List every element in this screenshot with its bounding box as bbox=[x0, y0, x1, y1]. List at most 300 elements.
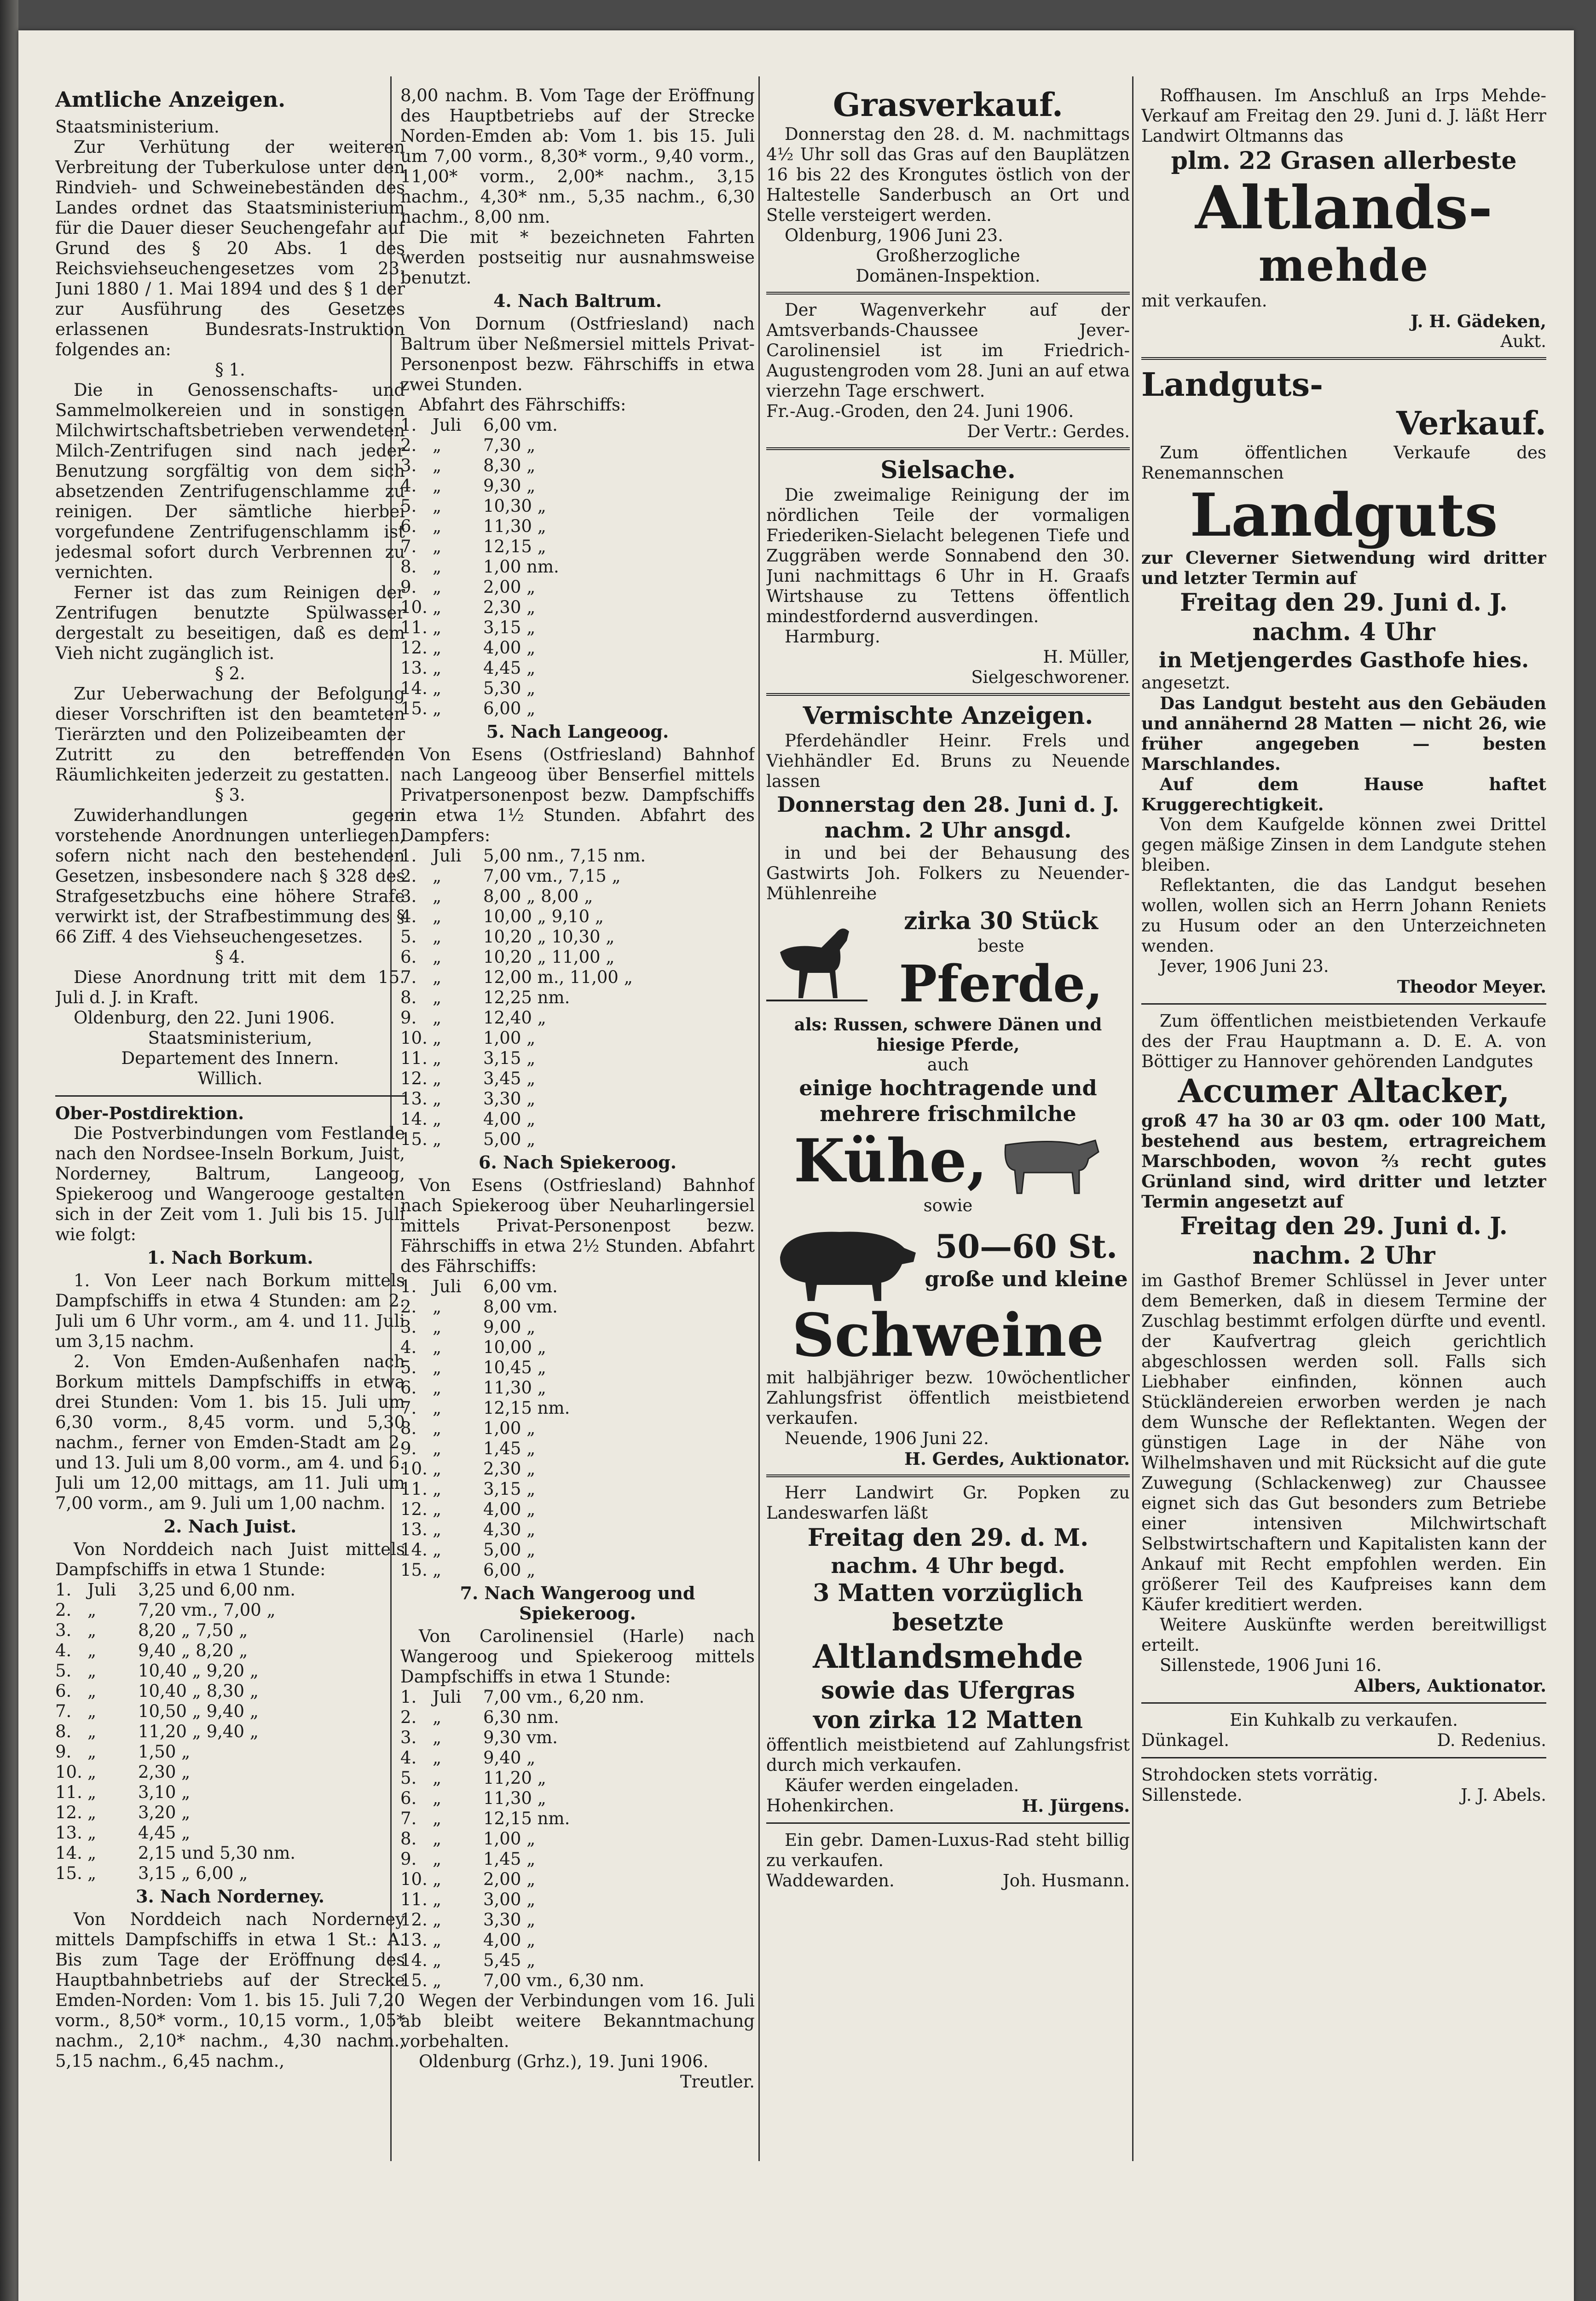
schedule-cell: 2,30 „ bbox=[483, 1459, 536, 1479]
schedule-cell: 7,20 vm., 7,00 „ bbox=[138, 1600, 276, 1620]
schedule-cell: „ bbox=[87, 1803, 97, 1822]
schedule-cell: 3,30 „ bbox=[483, 1910, 536, 1930]
schedule-cell: 1. bbox=[55, 1580, 72, 1600]
horse-ad bbox=[766, 907, 1130, 1012]
schedule-cell: 10. bbox=[400, 1028, 428, 1048]
paragraph: Abfahrt des Fährschiffs: bbox=[419, 395, 626, 415]
schedule-cell: 4. bbox=[400, 476, 417, 496]
schedule-langeoog bbox=[400, 846, 755, 1150]
schedule-cell: „ bbox=[433, 537, 442, 556]
schedule-cell: 1. bbox=[400, 415, 417, 435]
signature: Albers, Auktionator. bbox=[1354, 1676, 1546, 1696]
schedule-cell: 5,45 „ bbox=[483, 1950, 536, 1970]
schedule-cell: 6,00 vm. bbox=[483, 415, 558, 435]
schedule-cell: Juli bbox=[433, 1277, 462, 1296]
column-official-notices bbox=[55, 86, 405, 2071]
schedule-cell: 3,15 „ bbox=[483, 618, 536, 637]
schedule-cell: „ bbox=[433, 1809, 442, 1828]
schedule-cell: 6. bbox=[400, 1378, 417, 1398]
schedule-cell: „ bbox=[433, 557, 442, 577]
date-line: Oldenburg, 1906 Juni 23. bbox=[785, 225, 1003, 245]
schedule-cell: 4,45 „ bbox=[138, 1823, 191, 1843]
divider bbox=[1141, 357, 1546, 360]
schedule-cell: „ bbox=[87, 1701, 97, 1721]
schedule-cell: 2. bbox=[400, 435, 417, 455]
schedule-cell: 5,00 „ bbox=[483, 1540, 536, 1560]
schedule-cell: Juli bbox=[87, 1580, 116, 1600]
schedule-cell: 1,00 „ bbox=[483, 1028, 536, 1048]
schedule-cell: 8,00 vm. bbox=[483, 1297, 558, 1317]
schedule-cell: 6,30 nm. bbox=[483, 1707, 559, 1727]
paragraph: groß 47 ha 30 ar 03 qm. oder 100 Matt, bestehend aus bestem, ertragreichem Marschboden, wovon ⅔ recht gutes Grünland sind, wird dritter und letzter Termin angesetzt auf bbox=[1141, 1110, 1546, 1212]
schedule-cell: 8. bbox=[400, 988, 417, 1007]
schedule-cell: „ bbox=[433, 1008, 442, 1028]
paragraph: Zum öffentlichen Verkaufe des Renemannschen bbox=[1141, 443, 1546, 483]
schedule-cell: 12,15 nm. bbox=[483, 1398, 570, 1418]
schedule-cell: 3,25 und 6,00 nm. bbox=[138, 1580, 296, 1600]
schedule-cell: 4,00 „ bbox=[483, 638, 536, 658]
paragraph: Die Postverbindungen vom Festlande nach den Nordsee-Inseln Borkum, Juist, Norderney, Baltrum, Langeoog, Spiekeroog und Wangerooge gestalten sich in der Zeit vom 1. Juli bis 15. Juli wie folgt: bbox=[55, 1123, 405, 1244]
paragraph: 8,00 nachm. B. Vom Tage der Eröffnung des Hauptbetriebs auf der Strecke Norden-Emden ab: Vom 1. bis 15. Juli um 7,00 vorm., 8,30* vorm., 9,40 vorm., 11,00* vorm., 2,00* nachm., 3,15 nachm., 4,30* nm., 5,35 nachm., 6,30 nachm., 8,00 nm. bbox=[400, 86, 755, 227]
schedule-wangerooge bbox=[400, 1687, 755, 1991]
schedule-cell: „ bbox=[433, 1378, 442, 1398]
schedule-cell: 1,00 „ bbox=[483, 1418, 536, 1438]
schedule-cell: „ bbox=[433, 456, 442, 475]
schedule-cell: „ bbox=[433, 1089, 442, 1109]
schedule-cell: 3,10 „ bbox=[138, 1782, 191, 1802]
schedule-cell: 5. bbox=[55, 1661, 72, 1681]
schedule-cell: „ bbox=[87, 1641, 97, 1660]
landguts-headline: Landguts bbox=[1190, 481, 1498, 550]
schedule-cell: 10,45 „ bbox=[483, 1358, 546, 1377]
schedule-cell: 8,20 „ 7,50 „ bbox=[138, 1620, 248, 1640]
signature: Sielgeschworener. bbox=[971, 667, 1130, 687]
paragraph: Pferdehändler Heinr. Frels und Viehhändler Ed. Bruns zu Neuende lassen bbox=[766, 731, 1130, 791]
schedule-cell: 9,00 „ bbox=[483, 1317, 536, 1337]
schedule-cell: „ bbox=[433, 907, 442, 926]
schedule-cell: 1. bbox=[400, 846, 417, 866]
accumer-headline: Accumer Altacker, bbox=[1178, 1072, 1510, 1110]
schedule-cell: „ bbox=[433, 1048, 442, 1068]
place: Waddewarden. bbox=[766, 1871, 895, 1891]
paragraph: als: Russen, schwere Dänen und hiesige Pferde, bbox=[794, 1014, 1102, 1055]
offer-line: sowie das Ufergras bbox=[821, 1677, 1076, 1705]
paragraph: Von Esens (Ostfriesland) Bahnhof nach Spiekeroog über Neuharlingersiel mittels Privat-Personenpost bezw. Fährschiffs in etwa 2½ Stunden. Abfahrt des Fährschiffs: bbox=[400, 1175, 755, 1276]
paragraph: Donnerstag den 28. d. M. nachmittags 4½ Uhr soll das Gras auf den Bauplätzen 16 bis 22 des Krongutes östlich von der Haltestelle Sanderbusch an Ort und Stelle versteigert werden. bbox=[766, 124, 1130, 225]
divider bbox=[55, 1095, 405, 1097]
place: Hohenkirchen. bbox=[766, 1796, 895, 1815]
offer-line: von zirka 12 Matten bbox=[813, 1706, 1083, 1734]
paragraph: öffentlich meistbietend auf Zahlungsfrist durch mich verkaufen. bbox=[766, 1735, 1130, 1775]
schedule-cell: 10,50 „ 9,40 „ bbox=[138, 1701, 259, 1721]
subheading: 5. Nach Langeoog. bbox=[486, 721, 669, 742]
signature: H. Müller, bbox=[1043, 647, 1130, 667]
label-sowie: sowie bbox=[923, 1196, 973, 1215]
schedule-cell: 11,30 „ bbox=[483, 516, 546, 536]
paragraph: Von Norddeich nach Norderney mittels Dampfschiffs in etwa 1 St.: A. Bis zum Tage der Eröffnung des Hauptbahnbetriebs auf der Strecke Emden-Norden: Vom 1. bis 15. Juli 7,20 vorm., 8,50* vorm., 10,15 vorm., 1,05* nachm., 2,10* nachm., 4,30 nachm., 5,15 nachm., 6,45 nachm., bbox=[55, 1909, 405, 2071]
schedule-cell: „ bbox=[433, 866, 442, 886]
schedule-cell: 4,45 „ bbox=[483, 658, 536, 678]
schedule-cell: 7. bbox=[400, 1398, 417, 1418]
column-estate-ads bbox=[1141, 86, 1546, 1805]
schedule-cell: „ bbox=[433, 435, 442, 455]
schedule-cell: 10,00 „ 9,10 „ bbox=[483, 907, 604, 926]
schedule-cell: 3,15 „ bbox=[483, 1479, 536, 1499]
schedule-cell: 3,30 „ bbox=[483, 1089, 536, 1109]
schedule-cell: „ bbox=[433, 1520, 442, 1539]
schedule-cell: 3,20 „ bbox=[138, 1803, 191, 1822]
schedule-cell: 9,40 „ bbox=[483, 1748, 536, 1768]
paragraph: mit verkaufen. bbox=[1141, 291, 1267, 311]
cow-ad bbox=[766, 1127, 1130, 1196]
schedule-cell: „ bbox=[433, 1459, 442, 1479]
schedule-cell: „ bbox=[433, 1129, 442, 1149]
schedule-cell: „ bbox=[433, 1788, 442, 1808]
schedule-cell: „ bbox=[87, 1722, 97, 1741]
schedule-cell: 10,30 „ bbox=[483, 496, 546, 516]
schedule-cell: 10,40 „ 8,30 „ bbox=[138, 1681, 259, 1701]
schedule-cell: 12. bbox=[400, 1069, 428, 1088]
schedule-cell: 7. bbox=[400, 967, 417, 987]
schedule-cell: „ bbox=[433, 1707, 442, 1727]
schedule-cell: 12,15 nm. bbox=[483, 1809, 570, 1828]
schedule-cell: 12. bbox=[400, 1910, 428, 1930]
schedule-cell: 4. bbox=[400, 1748, 417, 1768]
pferde-headline: Pferde, bbox=[899, 954, 1103, 1013]
subheading: 1. Nach Borkum. bbox=[147, 1247, 313, 1268]
paragraph: Die zweimalige Reinigung der im nördlichen Teile der vormaligen Friederiken-Sielacht belegenen Tiefe und Zuggräben werde Sonnabend den 30. Juni nachmittags 6 Uhr in H. Graafs Wirtshause zu Tettens öffentlich mindestfordernd ausverdingen. bbox=[766, 485, 1130, 626]
schedule-cell: 1,50 „ bbox=[138, 1742, 191, 1762]
schedule-cell: 10. bbox=[400, 597, 428, 617]
schedule-cell: 12,40 „ bbox=[483, 1008, 546, 1028]
schedule-cell: „ bbox=[87, 1843, 97, 1863]
schedule-cell: 10,40 „ 9,20 „ bbox=[138, 1661, 259, 1681]
schedule-cell: Juli bbox=[433, 415, 462, 435]
schedule-cell: „ bbox=[433, 1028, 442, 1048]
date-line: Jever, 1906 Juni 23. bbox=[1160, 956, 1329, 976]
column-rule bbox=[758, 76, 760, 2161]
schedule-cell: 1,00 „ bbox=[483, 1829, 536, 1849]
schedule-cell: 1. bbox=[400, 1687, 417, 1707]
schedule-cell: „ bbox=[433, 476, 442, 496]
schedule-cell: 12. bbox=[400, 638, 428, 658]
paragraph: angesetzt. bbox=[1141, 673, 1231, 693]
schedule-cell: 12,15 „ bbox=[483, 537, 546, 556]
paragraph: zur Cleverner Sietwendung wird dritter und letzter Termin auf bbox=[1141, 548, 1546, 588]
signature: H. Jürgens. bbox=[1022, 1796, 1130, 1816]
label-beste: beste bbox=[977, 936, 1024, 956]
horse-count: zirka 30 Stück bbox=[903, 907, 1099, 935]
schedule-cell: 7. bbox=[400, 537, 417, 556]
signature-row bbox=[766, 1796, 1130, 1816]
schedule-cell: „ bbox=[433, 1869, 442, 1889]
schedule-cell: 13. bbox=[400, 1520, 428, 1539]
schedule-cell: 3. bbox=[55, 1620, 72, 1640]
schedule-cell: 1,45 „ bbox=[483, 1849, 536, 1869]
paragraph: Ferner ist das zum Reinigen der Zentrifugen benutzte Spülwasser dergestalt zu beseitigen, daß es dem Vieh nicht zugänglich ist. bbox=[55, 583, 405, 663]
schedule-cell: 6. bbox=[400, 1788, 417, 1808]
schedule-cell: „ bbox=[433, 1930, 442, 1950]
date-line: Neuende, 1906 Juni 22. bbox=[785, 1428, 989, 1448]
paragraph: 1. Von Leer nach Borkum mittels Dampfschiffs in etwa 4 Stunden: am 2. Juli um 6 Uhr vorm., am 4. und 11. Juli um 3,15 nachm. bbox=[55, 1271, 405, 1351]
paragraph: Von dem Kaufgelde können zwei Drittel gegen mäßige Zinsen in dem Landgute stehen bleiben. bbox=[1141, 815, 1546, 875]
date-line: Oldenburg, den 22. Juni 1906. bbox=[74, 1008, 335, 1028]
signature: Großherzogliche bbox=[876, 246, 1020, 266]
schedule-cell: „ bbox=[433, 1069, 442, 1088]
schedule-cell: „ bbox=[87, 1823, 97, 1843]
schedule-cell: 13. bbox=[400, 1930, 428, 1950]
schedule-cell: 7,00 vm., 6,30 nm. bbox=[483, 1971, 645, 1990]
section-title: Amtliche Anzeigen. bbox=[55, 87, 286, 112]
book-spine bbox=[0, 0, 18, 2301]
pig-icon bbox=[766, 1216, 918, 1303]
signature-row bbox=[1141, 1730, 1546, 1751]
divider bbox=[766, 447, 1130, 450]
offer-line: plm. 22 Grasen allerbeste bbox=[1171, 147, 1517, 175]
signature: H. Gerdes, Auktionator. bbox=[904, 1449, 1130, 1469]
auction-date: Freitag den 29. d. M. bbox=[807, 1524, 1089, 1552]
paragraph: Roffhausen. Im Anschluß an Irps Mehde-Verkauf am Freitag den 29. Juni d. J. läßt Herr Landwirt Oltmanns das bbox=[1141, 86, 1546, 146]
schedule-cell: 5,30 „ bbox=[483, 678, 536, 698]
divider bbox=[766, 693, 1130, 696]
schedule-cell: 15. bbox=[400, 1560, 428, 1580]
schedule-cell: „ bbox=[433, 886, 442, 906]
auction-date: Freitag den 29. Juni d. J. bbox=[1180, 589, 1508, 617]
schedule-cell: „ bbox=[433, 496, 442, 516]
paragraph-mark: § 2. bbox=[215, 664, 245, 683]
schedule-cell: 9. bbox=[55, 1742, 72, 1762]
pig-count: 50—60 St. bbox=[935, 1227, 1118, 1266]
schedule-cell: 9,30 vm. bbox=[483, 1728, 558, 1747]
schedule-cell: 8,30 „ bbox=[483, 456, 536, 475]
schedule-cell: 9. bbox=[400, 1439, 417, 1458]
schedule-cell: 9. bbox=[400, 1849, 417, 1869]
schedule-cell: 8. bbox=[400, 1829, 417, 1849]
schedule-cell: „ bbox=[87, 1742, 97, 1762]
signature: J. H. Gädeken, bbox=[1410, 311, 1546, 331]
schedule-cell: 1,45 „ bbox=[483, 1439, 536, 1458]
schedule-cell: 7. bbox=[55, 1701, 72, 1721]
schedule-cell: „ bbox=[433, 1910, 442, 1930]
schedule-cell: Juli bbox=[433, 1687, 462, 1707]
schedule-cell: 6,00 „ bbox=[483, 699, 536, 718]
schedule-cell: „ bbox=[433, 947, 442, 967]
divider bbox=[766, 1474, 1130, 1477]
place: Harmburg. bbox=[785, 627, 880, 647]
paragraph: Das Landgut besteht aus den Gebäuden und annähernd 28 Matten — nicht 26, wie früher angegeben — besten Marschlandes. bbox=[1141, 693, 1546, 774]
schedule-cell: 6,00 „ bbox=[483, 1560, 536, 1580]
schedule-cell: 11. bbox=[55, 1782, 82, 1802]
paragraph: Von Carolinensiel (Harle) nach Wangeroog und Spiekeroog mittels Dampfschiffs in etwa 1 Stunde: bbox=[400, 1626, 755, 1687]
schedule-cell: 6,00 vm. bbox=[483, 1277, 558, 1296]
paragraph: Auf dem Hause haftet Kruggerechtigkeit. bbox=[1141, 774, 1546, 815]
signature: Aukt. bbox=[1500, 331, 1546, 351]
mehde-headline: mehde bbox=[1258, 239, 1429, 291]
subheading: 7. Nach Wangeroog und Spiekeroog. bbox=[460, 1583, 695, 1624]
signature: J. J. Abels. bbox=[1461, 1785, 1546, 1805]
schedule-cell: 6. bbox=[400, 947, 417, 967]
schedule-cell: 10. bbox=[400, 1869, 428, 1889]
paragraph-mark: § 3. bbox=[215, 785, 245, 805]
schedule-cell: 11. bbox=[400, 1890, 428, 1909]
schedule-cell: 12. bbox=[55, 1803, 82, 1822]
signature: Staatsministerium, bbox=[148, 1028, 312, 1048]
schedule-cell: 7,30 „ bbox=[483, 435, 536, 455]
date-line: Sillenstede, 1906 Juni 16. bbox=[1160, 1655, 1382, 1675]
auction-time: nachm. 4 Uhr begd. bbox=[831, 1553, 1065, 1578]
subheading: 4. Nach Baltrum. bbox=[493, 290, 662, 311]
schedule-cell: 14. bbox=[55, 1843, 82, 1863]
section-title: Ober-Postdirektion. bbox=[55, 1103, 244, 1123]
schedule-baltrum bbox=[400, 415, 755, 719]
subheading: 2. Nach Juist. bbox=[163, 1516, 297, 1537]
schedule-cell: 9,40 „ 8,20 „ bbox=[138, 1641, 248, 1660]
paragraph: Die in Genossenschafts- und Sammelmolkereien und in sonstigen Milchwirtschaftsbetrieben verwendeten Milch-Zentrifugen sind nach jeder Benutzung sorgfältig von dem sich absetzenden Zentrifugenschlamme zu reinigen. Der sämtliche hierbei vorgefundene Zentrifugenschlamm ist jedesmal sofort durch Verbrennen zu vernichten. bbox=[55, 380, 405, 582]
paragraph: Strohdocken stets vorrätig. bbox=[1141, 1765, 1378, 1785]
schedule-cell: 4,30 „ bbox=[483, 1520, 536, 1539]
schweine-headline: Schweine bbox=[792, 1301, 1104, 1370]
schedule-cell: „ bbox=[433, 1337, 442, 1357]
paragraph: Weitere Auskünfte werden bereitwilligst erteilt. bbox=[1141, 1615, 1546, 1655]
schedule-cell: 8. bbox=[400, 557, 417, 577]
schedule-cell: 5. bbox=[400, 1358, 417, 1377]
schedule-cell: 4,00 „ bbox=[483, 1930, 536, 1950]
paragraph: im Gasthof Bremer Schlüssel in Jever unter dem Bemerken, daß in diesem Termine der Zuschlag bestimmt erfolgen dürfte und eventl. der Kaufvertrag gleich gerichtlich abgeschlossen werden soll. Falls sich Liebhaber einfinden, können auch Stückländereien erworben werden je nach dem Wunsche der Reflektanten. Wegen der günstigen Lage in der Nähe von Wilhelmshaven und mit Rücksicht auf die gute Zuwegung (Schlackenweg) zur Chaussee eignet sich das Gut besonders zum Betriebe einer intensiven Milchwirtschaft Selbstwirtschaftern und Kapitalisten kann der Ankauf mit Recht empfohlen werden. Ein größerer Teil des Kaufpreises kann dem Käufer kreditiert werden. bbox=[1141, 1271, 1546, 1614]
schedule-cell: „ bbox=[87, 1620, 97, 1640]
signature: Theodor Meyer. bbox=[1397, 977, 1546, 997]
schedule-cell: 5,00 nm., 7,15 nm. bbox=[483, 846, 646, 866]
schedule-cell: 2. bbox=[55, 1600, 72, 1620]
paragraph: Zuwiderhandlungen gegen vorstehende Anordnungen unterliegen, sofern nicht nach den bestehenden Gesetzen, insbesondere nach § 328 des Strafgesetzbuchs eine höhere Strafe verwirkt ist, der Strafbestimmung des § 66 Ziff. 4 des Viehseuchengesetzes. bbox=[55, 805, 405, 947]
schedule-cell: 14. bbox=[400, 1950, 428, 1970]
schedule-cell: 7. bbox=[400, 1809, 417, 1828]
auction-time: nachm. 2 Uhr ansgd. bbox=[824, 818, 1072, 843]
paragraph: Der Wagenverkehr auf der Amtsverbands-Chaussee Jever-Carolinensiel ist im Friedrich-Augustengroden vom 28. Juni an auf etwa vierzehn Tage erschwert. bbox=[766, 300, 1130, 401]
schedule-cell: 12,25 nm. bbox=[483, 988, 570, 1007]
schedule-cell: 2. bbox=[400, 1297, 417, 1317]
schedule-cell: 3,45 „ bbox=[483, 1069, 536, 1088]
paragraph: Reflektanten, die das Landgut besehen wollen, wollen sich an Herrn Johann Reniets zu Husum oder an den Unterzeichneten wenden. bbox=[1141, 875, 1546, 956]
paragraph: Diese Anordnung tritt mit dem 15. Juli d. J. in Kraft. bbox=[55, 967, 405, 1007]
schedule-cell: 10,20 „ 11,00 „ bbox=[483, 947, 615, 967]
schedule-cell: 5. bbox=[400, 927, 417, 947]
paragraph: Von Dornum (Ostfriesland) nach Baltrum über Neßmersiel mittels Privat-Personenpost bezw. Fährschiffs in etwa zwei Stunden. bbox=[400, 314, 755, 394]
column-sales-ads bbox=[766, 86, 1130, 1891]
auction-date: Freitag den 29. Juni d. J. bbox=[1180, 1212, 1508, 1240]
paragraph: Zur Verhütung der weiteren Verbreitung der Tuberkulose unter den Rindvieh- und Schweinebeständen des Landes ordnet das Staatsministerium für die Dauer dieser Seuchengefahr auf Grund des § 20 Abs. 1 des Reichsviehseuchengesetzes vom 23. Juni 1880 / 1. Mai 1894 und des § 1 der zur Ausführung des Gesetzes erlassenen Bundesrats-Instruktion folgendes an: bbox=[55, 137, 405, 359]
schedule-cell: 2,00 „ bbox=[483, 1869, 536, 1889]
schedule-cell: „ bbox=[433, 618, 442, 637]
schedule-cell: „ bbox=[433, 1728, 442, 1747]
schedule-cell: „ bbox=[433, 1971, 442, 1990]
schedule-cell: 3. bbox=[400, 456, 417, 475]
schedule-cell: 5. bbox=[400, 1768, 417, 1788]
schedule-cell: „ bbox=[433, 678, 442, 698]
divider bbox=[1141, 1702, 1546, 1704]
altlands-headline: Altlands- bbox=[1195, 173, 1493, 243]
signature: Joh. Husmann. bbox=[1002, 1871, 1130, 1891]
schedule-cell: „ bbox=[433, 1849, 442, 1869]
schedule-cell: 2,30 „ bbox=[138, 1762, 191, 1782]
schedule-cell: „ bbox=[433, 1297, 442, 1317]
schedule-cell: 3. bbox=[400, 1728, 417, 1747]
ad-title-grasverkauf: Grasverkauf. bbox=[833, 86, 1064, 124]
schedule-cell: 1,00 nm. bbox=[483, 557, 559, 577]
schedule-cell: 8,00 „ 8,00 „ bbox=[483, 886, 593, 906]
signature: Departement des Innern. bbox=[121, 1048, 339, 1068]
subheading: 6. Nach Spiekeroog. bbox=[479, 1152, 677, 1173]
ad-title-landguts: Landguts- bbox=[1141, 365, 1324, 404]
schedule-cell: „ bbox=[433, 577, 442, 597]
schedule-cell: 10,20 „ 10,30 „ bbox=[483, 927, 615, 947]
schedule-cell: „ bbox=[433, 699, 442, 718]
paragraph: Wegen der Verbindungen vom 16. Juli ab bleibt weitere Bekanntmachung vorbehalten. bbox=[400, 1991, 755, 2051]
schedule-cell: 4. bbox=[55, 1641, 72, 1660]
schedule-cell: „ bbox=[433, 658, 442, 678]
divider bbox=[1141, 1003, 1546, 1005]
section-title: Vermischte Anzeigen. bbox=[803, 702, 1093, 730]
signature: Domänen-Inspektion. bbox=[856, 266, 1041, 286]
schedule-cell: 10. bbox=[400, 1459, 428, 1479]
schedule-cell: „ bbox=[87, 1782, 97, 1802]
schedule-cell: 15. bbox=[400, 1971, 428, 1990]
schedule-cell: 12. bbox=[400, 1499, 428, 1519]
schedule-cell: 15. bbox=[400, 1129, 428, 1149]
offer-line: 3 Matten vorzüglich besetzte bbox=[813, 1579, 1083, 1636]
schedule-cell: „ bbox=[87, 1681, 97, 1701]
schedule-cell: 2. bbox=[400, 1707, 417, 1727]
schedule-cell: 10,00 „ bbox=[483, 1337, 546, 1357]
paragraph: Zum öffentlichen meistbietenden Verkaufe des der Frau Hauptmann a. D. E. A. von Böttiger zu Hannover gehörenden Landgutes bbox=[1141, 1011, 1546, 1071]
place: Sillenstede. bbox=[1141, 1785, 1243, 1805]
schedule-cell: 2,00 „ bbox=[483, 577, 536, 597]
date-line: Oldenburg (Grhz.), 19. Juni 1906. bbox=[419, 2052, 709, 2071]
schedule-cell: „ bbox=[433, 927, 442, 947]
auction-time: nachm. 2 Uhr bbox=[1252, 1242, 1435, 1270]
paragraph: Ein gebr. Damen-Luxus-Rad steht billig zu verkaufen. bbox=[766, 1830, 1130, 1870]
schedule-cell: 2,30 „ bbox=[483, 597, 536, 617]
auction-place: in Metjengerdes Gasthofe hies. bbox=[1158, 648, 1529, 672]
schedule-cell: 11,20 „ bbox=[483, 1768, 546, 1788]
schedule-cell: 15. bbox=[55, 1863, 82, 1883]
schedule-cell: „ bbox=[433, 1748, 442, 1768]
paragraph-mark: § 4. bbox=[215, 947, 245, 967]
schedule-cell: 15. bbox=[400, 699, 428, 718]
schedule-cell: 5. bbox=[400, 496, 417, 516]
schedule-cell: 6. bbox=[400, 516, 417, 536]
paragraph-mark: § 1. bbox=[215, 360, 245, 380]
schedule-cell: „ bbox=[433, 597, 442, 617]
schedule-cell: „ bbox=[433, 1109, 442, 1129]
signature: Treutler. bbox=[680, 2072, 755, 2092]
schedule-cell: 14. bbox=[400, 678, 428, 698]
paragraph: Von Norddeich nach Juist mittels Dampfschiffs in etwa 1 Stunde: bbox=[55, 1539, 405, 1579]
schedule-cell: „ bbox=[433, 1499, 442, 1519]
schedule-cell: „ bbox=[87, 1600, 97, 1620]
schedule-cell: 4,00 „ bbox=[483, 1109, 536, 1129]
schedule-cell: 7,00 vm., 7,15 „ bbox=[483, 866, 621, 886]
paragraph: Die mit * bezeichneten Fahrten werden postseitig nur ausnahmsweise benutzt. bbox=[400, 227, 755, 288]
schedule-cell: „ bbox=[433, 1890, 442, 1909]
schedule-cell: „ bbox=[87, 1661, 97, 1681]
pig-ad bbox=[766, 1216, 1130, 1303]
schedule-cell: „ bbox=[433, 1398, 442, 1418]
schedule-cell: 4,00 „ bbox=[483, 1499, 536, 1519]
paragraph: Staatsministerium. bbox=[55, 117, 220, 137]
schedule-cell: 2. bbox=[400, 866, 417, 886]
paragraph: Zur Ueberwachung der Befolgung dieser Vorschriften ist den beamteten Tierärzten und den Polizeibeamten der Zutritt zu den betreffenden Räumlichkeiten jederzeit zu gestatten. bbox=[55, 684, 405, 785]
schedule-cell: 13. bbox=[400, 658, 428, 678]
